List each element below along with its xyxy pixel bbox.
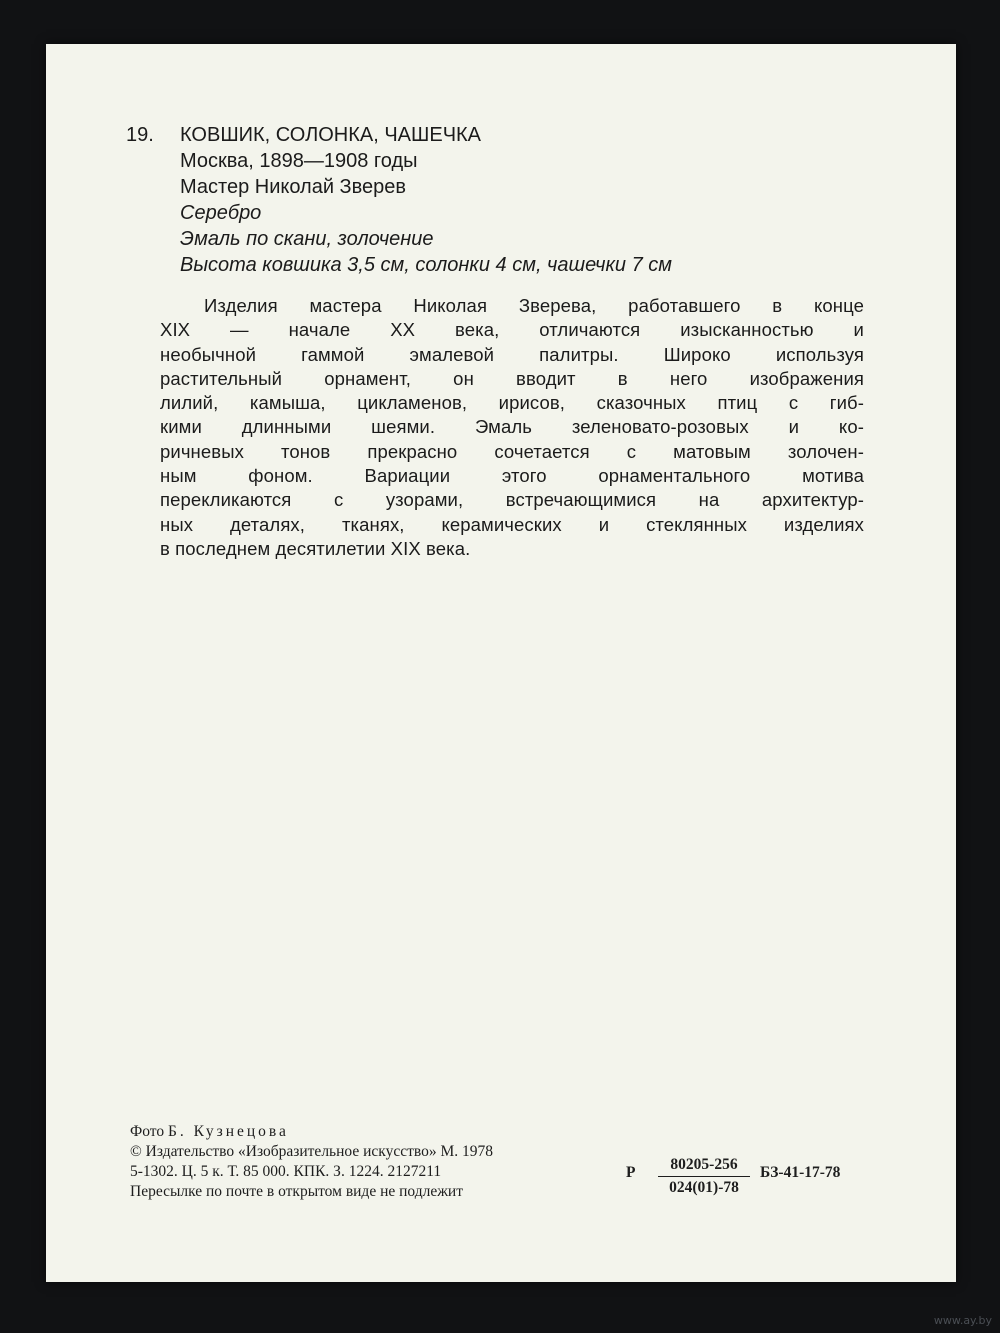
description-line: кими длинными шеями. Эмаль зеленовато-розовых и ко- [160, 416, 864, 438]
description-line: ным фоном. Вариации этого орнаментального мотива [160, 465, 864, 487]
item-place-date: Москва, 1898—1908 годы [180, 150, 418, 172]
item-material: Серебро [180, 202, 262, 224]
item-details [180, 122, 940, 278]
description-line: необычной гаммой эмалевой палитры. Широко используя [160, 343, 864, 365]
item-title: КОВШИК, СОЛОНКА, ЧАШЕЧКА [180, 124, 482, 146]
photo-credit-prefix: Фото [130, 1123, 165, 1140]
description-line: лилий, камыша, цикламенов, ирисов, сказочных птиц с гиб- [160, 392, 864, 414]
code-denominator: 024(01)-78 [669, 1179, 739, 1196]
photo-credit-name: Б. Кузнецова [168, 1123, 289, 1140]
print-info-line: 5-1302. Ц. 5 к. Т. 85 000. КПК. З. 1224. 2127211 [130, 1163, 442, 1180]
photo-credit [130, 1122, 890, 1142]
description [160, 294, 864, 561]
code-numerator: 80205-256 [658, 1156, 750, 1177]
description-line: в последнем десятилетии XIX века. [160, 537, 471, 559]
description-line: ричневых тонов прекрасно сочетается с матовым золочен- [160, 440, 864, 462]
code-fraction [658, 1156, 750, 1197]
item-master: Мастер Николай Зверев [180, 176, 407, 198]
code-bz: БЗ-41-17-78 [760, 1164, 841, 1181]
watermark: www.ay.by [933, 1314, 992, 1327]
postcard-back [46, 44, 956, 1282]
publisher-line: © Издательство «Изобразительное искусство» М. 1978 [130, 1143, 493, 1160]
description-line: перекликаются с узорами, встречающимися на архитектур- [160, 489, 864, 511]
description-line: ных деталях, тканях, керамических и стеклянных изделиях [160, 513, 864, 535]
code-letter: Р [626, 1164, 636, 1181]
catalog-codes [626, 1156, 926, 1206]
description-line: XIX — начале XX века, отличаются изысканностью и [160, 319, 864, 341]
mail-note-line: Пересылке по почте в открытом виде не подлежит [130, 1183, 464, 1200]
item-technique: Эмаль по скани, золочение [180, 228, 434, 250]
item-number: 19. [126, 124, 154, 146]
description-line: растительный орнамент, он вводит в него изображения [160, 367, 864, 389]
item-dimensions: Высота ковшика 3,5 см, солонки 4 см, чашечки 7 см [180, 254, 672, 276]
description-line: Изделия мастера Николая Зверева, работавшего в конце [204, 295, 864, 316]
